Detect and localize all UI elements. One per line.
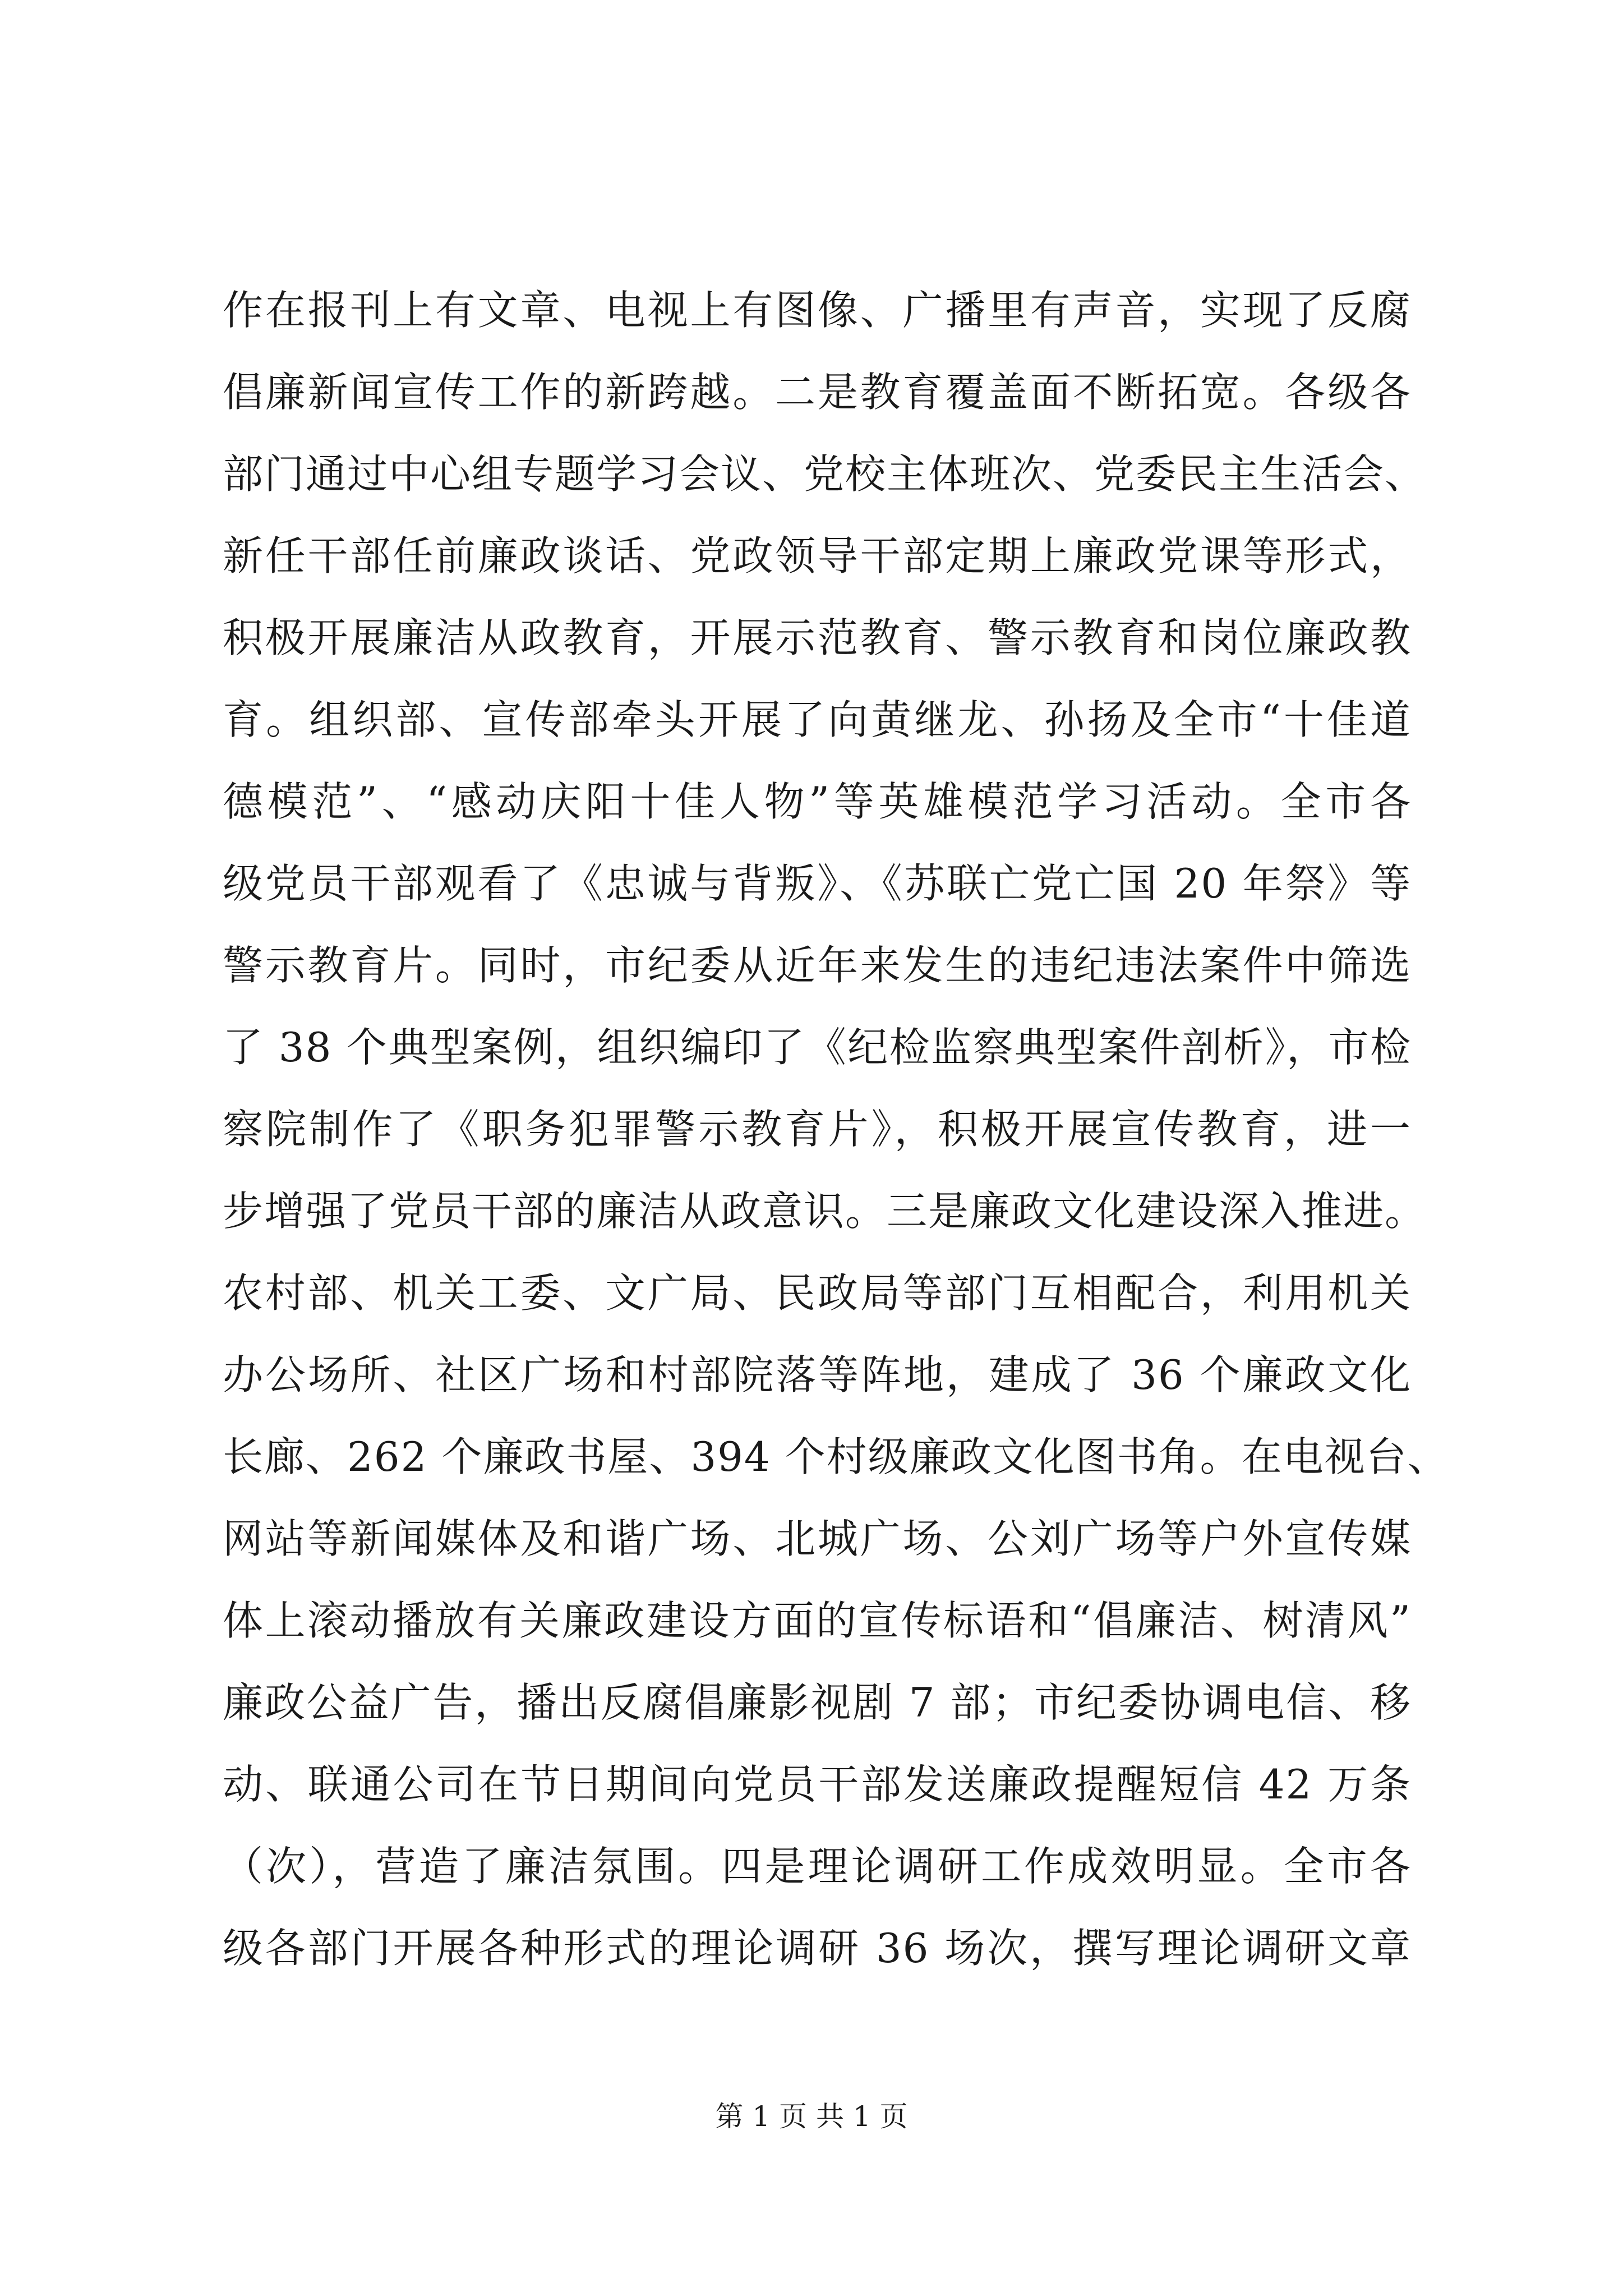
body-text [223, 269, 1449, 1989]
text-line: 网站等新闻媒体及和谐广场、北城广场、公刘广场等户外宣传媒 [223, 1515, 1412, 1562]
text-line: 部门通过中心组专题学习会议、党校主体班次、党委民主生活会、 [223, 450, 1427, 498]
page-footer [0, 2097, 1623, 2136]
text-line: 察院制作了《职务犯罪警示教育片》，积极开展宣传教育，进一 [223, 1106, 1412, 1153]
text-line: 积极开展廉洁从政教育，开展示范教育、警示教育和岗位廉政教 [223, 614, 1412, 661]
text-line: 德模范”、“感动庆阳十佳人物”等英雄模范学习活动。全市各 [223, 778, 1412, 825]
text-line: 农村部、机关工委、文广局、民政局等部门互相配合，利用机关 [223, 1269, 1412, 1317]
text-line: 育。组织部、宣传部牵头开展了向黄继龙、孙扬及全市“十佳道 [223, 696, 1412, 743]
text-line: 警示教育片。同时，市纪委从近年来发生的违纪违法案件中筛选 [223, 942, 1412, 989]
text-line: 了 38 个典型案例，组织编印了《纪检监察典型案件剖析》，市检 [223, 1024, 1412, 1071]
text-line: 作在报刊上有文章、电视上有图像、广播里有声音，实现了反腐 [223, 287, 1412, 334]
text-line: 级各部门开展各种形式的理论调研 36 场次，撰写理论调研文章 [223, 1925, 1412, 1972]
text-line: 新任干部任前廉政谈话、党政领导干部定期上廉政党课等形式， [223, 532, 1412, 579]
text-line: 动、联通公司在节日期间向党员干部发送廉政提醒短信 42 万条 [223, 1761, 1412, 1808]
text-line: 廉政公益广告，播出反腐倡廉影视剧 7 部；市纪委协调电信、移 [223, 1679, 1412, 1726]
text-line: 体上滚动播放有关廉政建设方面的宣传标语和“倡廉洁、树清风” [223, 1597, 1412, 1644]
page-number: 第 1 页 共 1 页 [715, 2100, 908, 2133]
text-line: 办公场所、社区广场和村部院落等阵地，建成了 36 个廉政文化 [223, 1351, 1412, 1398]
text-line: （次），营造了廉洁氛围。四是理论调研工作成效明显。全市各 [223, 1843, 1412, 1890]
text-line: 长廊、262 个廉政书屋、394 个村级廉政文化图书角。在电视台、 [223, 1433, 1449, 1480]
text-line: 级党员干部观看了《忠诚与背叛》、《苏联亡党亡国 20 年祭》等 [223, 860, 1412, 907]
text-line: 倡廉新闻宣传工作的新跨越。二是教育覆盖面不断拓宽。各级各 [223, 369, 1412, 416]
text-line: 步增强了党员干部的廉洁从政意识。三是廉政文化建设深入推进。 [223, 1188, 1427, 1235]
